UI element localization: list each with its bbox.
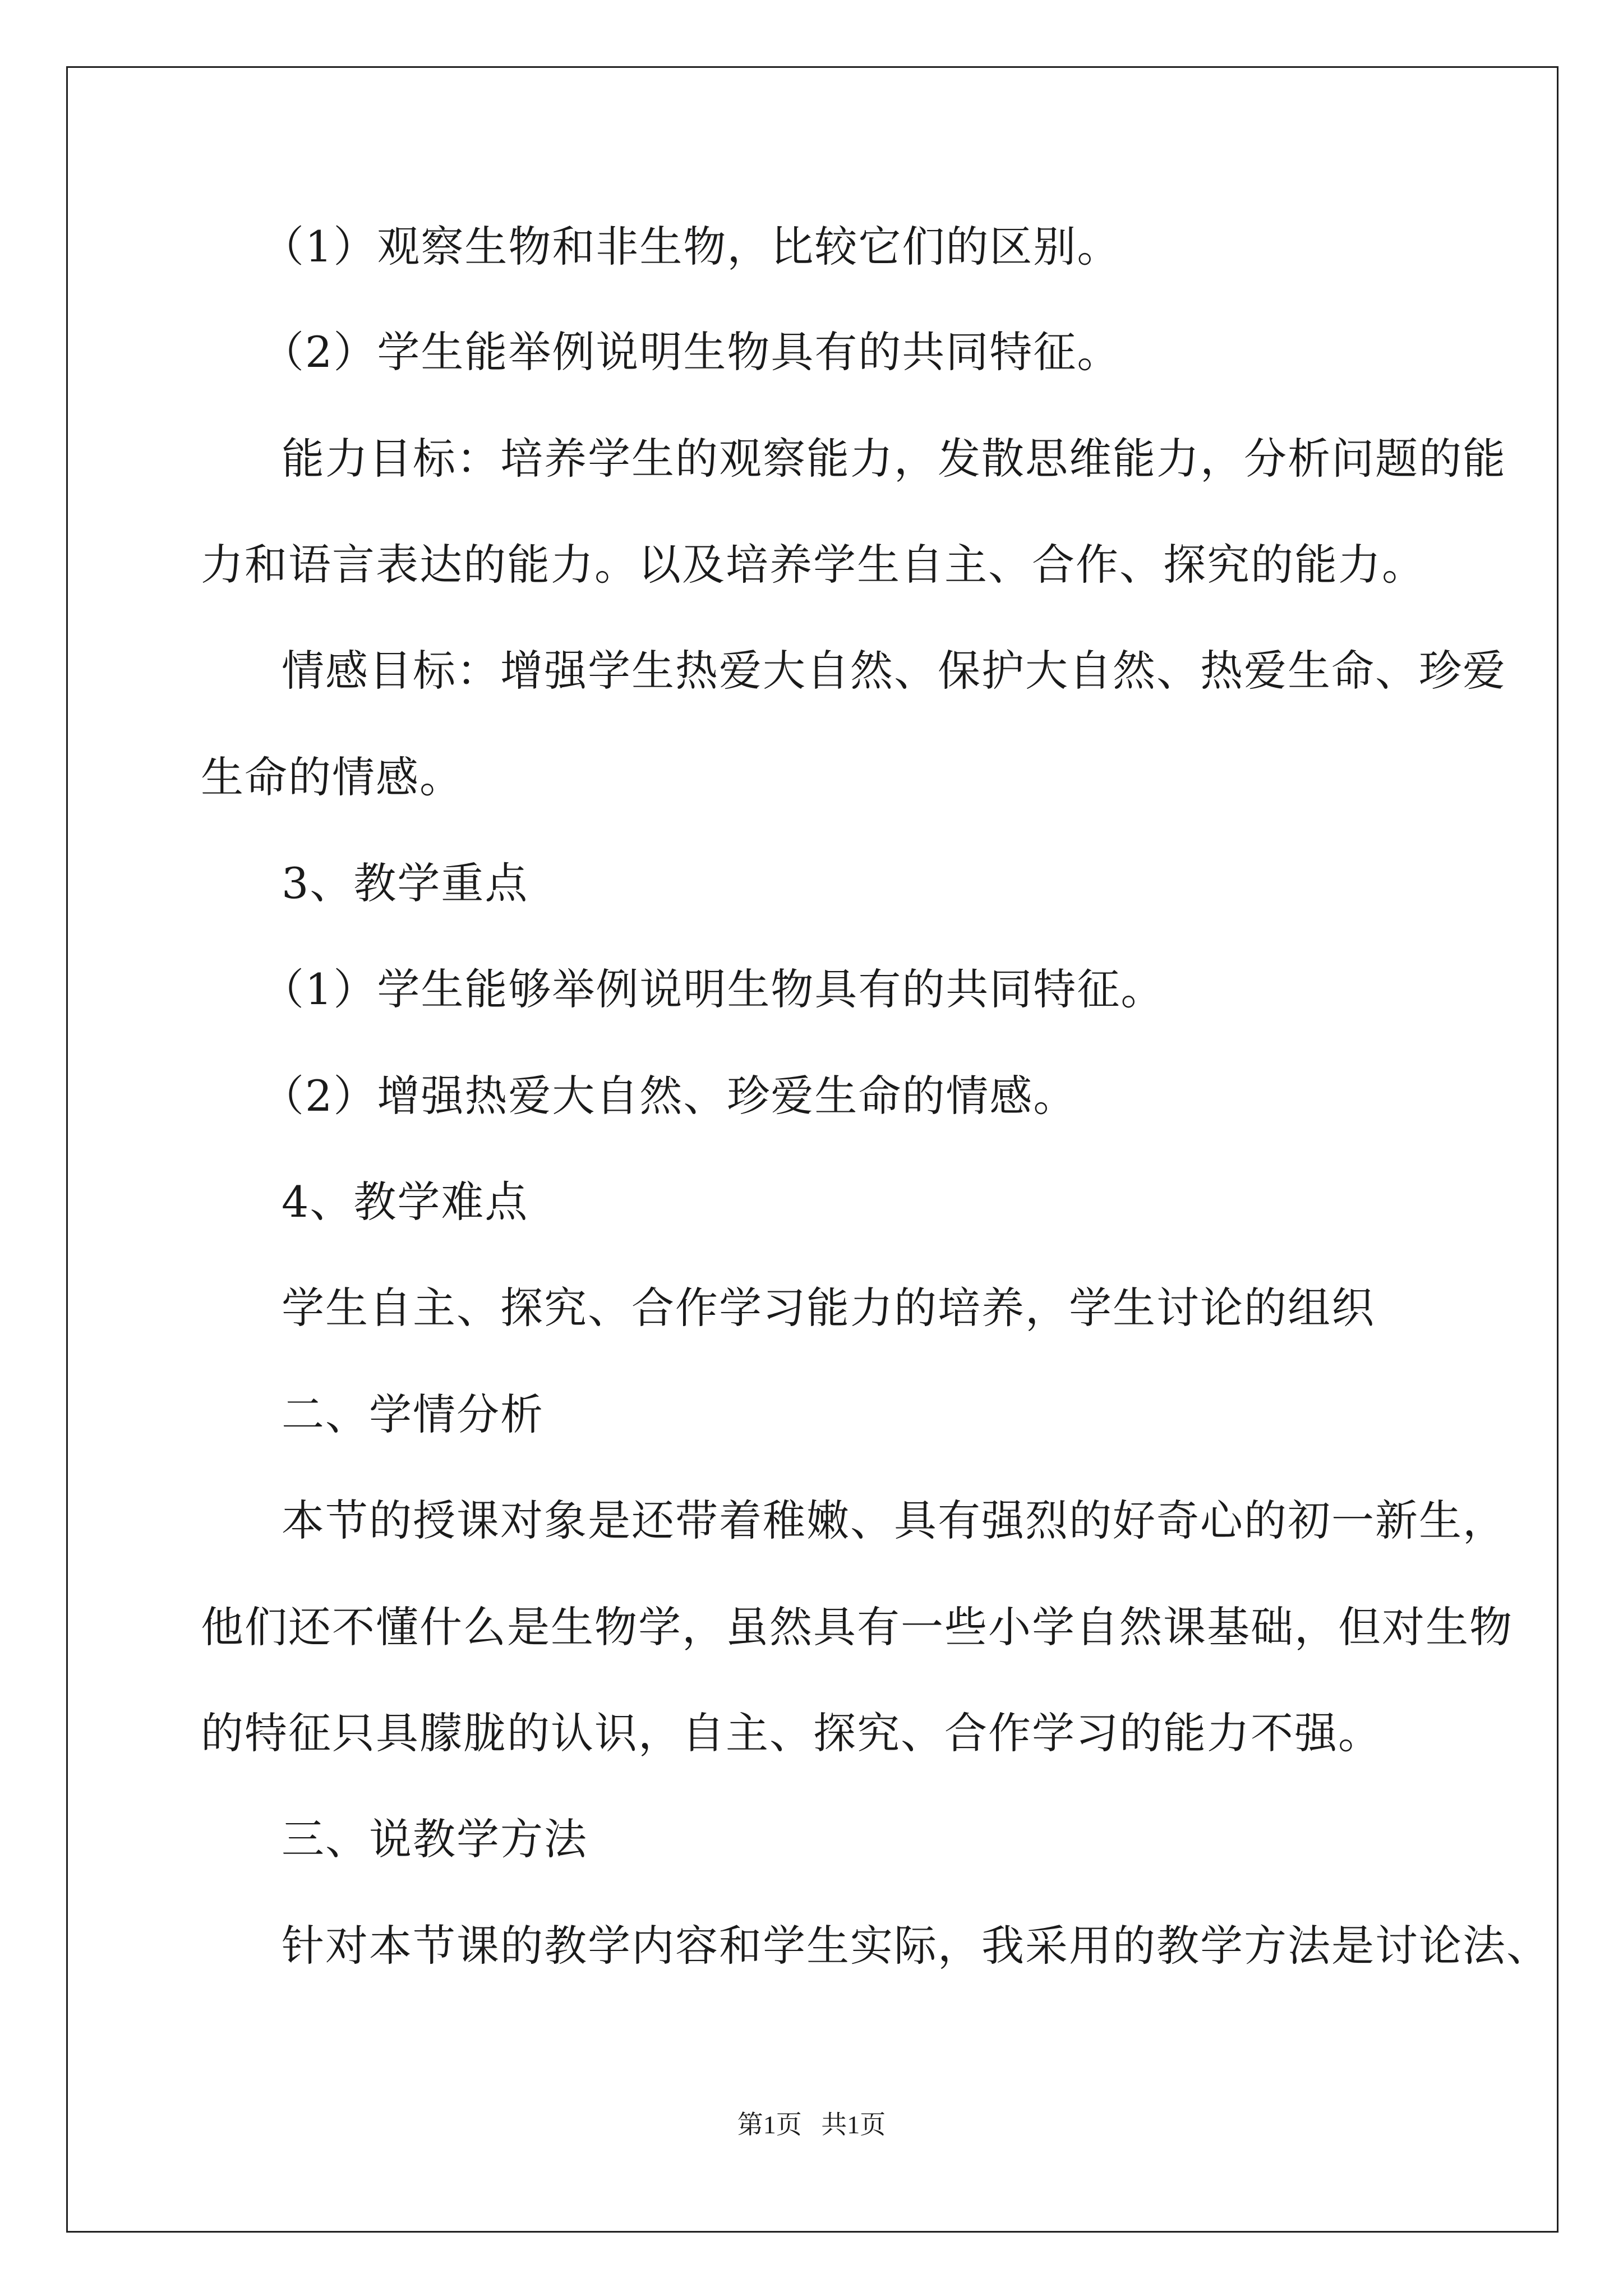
text-line-5: 情感目标：增强学生热爱大自然、保护大自然、热爱生命、珍爱 [282,646,1506,696]
text-line-4: 力和语言表达的能力。以及培养学生自主、合作、探究的能力。 [201,540,1426,590]
section-heading-teaching-methods: 三、说教学方法 [282,1814,588,1864]
text-line-9: （2）增强热爱大自然、珍爱生命的情感。 [261,1071,1077,1121]
text-line-6: 生命的情感。 [201,752,463,802]
text-line-3: 能力目标：培养学生的观察能力，发散思维能力，分析问题的能 [282,434,1506,484]
text-line-14: 他们还不懂什么是生物学，虽然具有一些小学自然课基础，但对生物 [201,1602,1513,1652]
page-number-footer: 第1页 共1页 [737,2110,886,2139]
page-border [66,66,1559,2233]
text-line-8: （1）学生能够举例说明生物具有的共同特征。 [261,964,1165,1014]
text-line-13: 本节的授课对象是还带着稚嫩、具有强烈的好奇心的初一新生， [282,1496,1506,1545]
text-line-17: 针对本节课的教学内容和学生实际，我采用的教学方法是讨论法、 [282,1921,1550,1971]
section-heading-learner-analysis: 二、学情分析 [282,1389,544,1439]
text-line-15: 的特征只具朦胧的认识，自主、探究、合作学习的能力不强。 [201,1708,1382,1758]
section-heading-key-points: 3、教学重点 [282,858,529,908]
section-heading-difficulties: 4、教学难点 [282,1177,529,1227]
text-line-11: 学生自主、探究、合作学习能力的培养，学生讨论的组织 [282,1283,1375,1333]
text-line-2: （2）学生能举例说明生物具有的共同特征。 [261,327,1121,377]
text-line-1: （1）观察生物和非生物，比较它们的区别。 [261,222,1121,272]
